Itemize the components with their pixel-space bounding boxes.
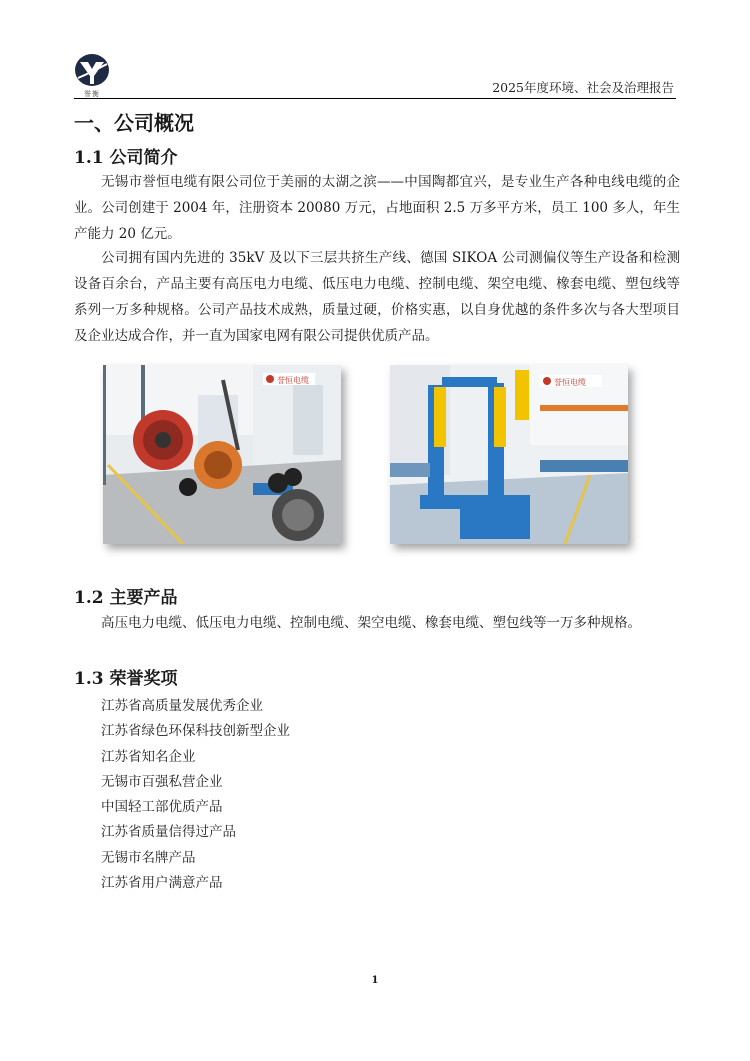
report-title: 2025年度环境、社会及治理报告 (492, 80, 674, 95)
honor-item: 江苏省高质量发展优秀企业 (101, 698, 263, 714)
heading-honors: 1.3 荣誉奖项 (74, 669, 178, 689)
products-paragraph: 高压电力电缆、低压电力电缆、控制电缆、架空电缆、橡套电缆、塑包线等一万多种规格。 (101, 615, 641, 631)
factory-photo-extrusion-line (390, 365, 628, 544)
factory-photo-stranding-line (103, 365, 341, 544)
section-title: 一、公司概况 (74, 111, 194, 135)
honor-item: 江苏省用户满意产品 (101, 875, 223, 892)
company-logo (74, 52, 110, 92)
intro-paragraph-2: 公司拥有国内先进的 35kV 及以下三层共挤生产线、德国 SIKOA 公司测偏仪等生产设备和检测设备百余台，产品主要有高压电力电缆、低压电力电缆、控制电缆、架空电缆、橡套电缆、塑包线等系列一万多种规格。公司产品技术成熟，质量过硬，价格实惠，以自身优越的条件多次与各大型项目及企业达成合作，并一直为国家电网有限公司提供优质产品。 (74, 250, 680, 344)
photo-sign-2: 誉恒电缆 (554, 378, 586, 387)
honor-item: 江苏省质量信得过产品 (101, 824, 236, 841)
honor-item: 中国轻工部优质产品 (101, 799, 223, 816)
honor-item: 江苏省知名企业 (101, 748, 196, 765)
page-number: 1 (371, 975, 379, 986)
honor-item: 江苏省绿色环保科技创新型企业 (101, 723, 290, 740)
header-divider (74, 98, 676, 99)
honors-list (101, 694, 290, 896)
heading-main-products: 1.2 主要产品 (74, 588, 178, 608)
intro-paragraph-1: 无锡市誉恒电缆有限公司位于美丽的太湖之滨——中国陶都宜兴，是专业生产各种电线电缆的企业。公司创建于 2004 年，注册资本 20080 万元，占地面积 2.5 万多平方米，员工 100 多人，年生产能力 20 亿元。 (74, 174, 680, 242)
honor-item: 无锡市名牌产品 (101, 849, 196, 866)
logo-caption: 誉衡 (84, 90, 100, 98)
heading-company-intro: 1.1 公司简介 (74, 148, 178, 168)
honor-item: 无锡市百强私营企业 (101, 773, 223, 790)
photo-sign-1: 誉恒电缆 (277, 376, 309, 385)
